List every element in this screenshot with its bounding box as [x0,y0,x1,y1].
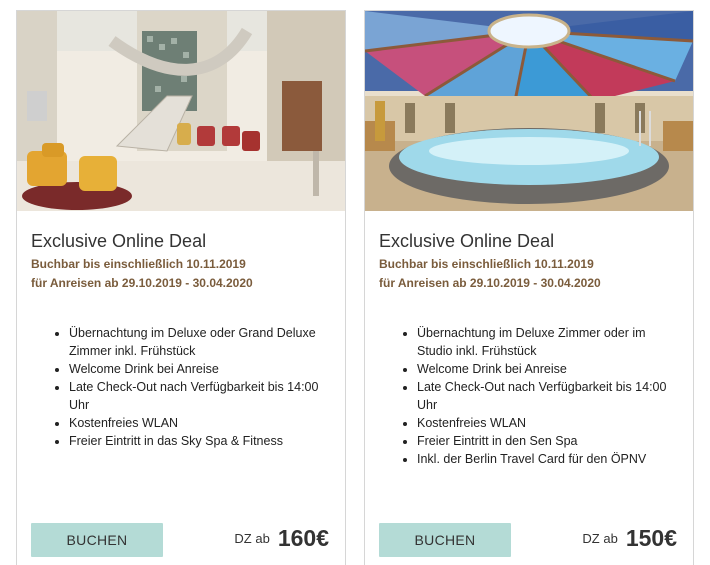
feature-list [379,324,684,468]
feature-list [31,324,336,450]
offer-card [16,10,346,565]
feature-item: • Übernachtung im Deluxe Zimmer oder im Studio inkl. Frühstück [417,324,684,360]
arrival-period: für Anreisen ab 29.10.2019 - 30.04.2020 [31,276,253,290]
arrival-period: für Anreisen ab 29.10.2019 - 30.04.2020 [379,276,601,290]
feature-item: • Freier Eintritt in das Sky Spa & Fitness [69,432,336,450]
price-value: 150€ [625,524,677,551]
feature-item: • Late Check-Out nach Verfügbarkeit bis 14:00 Uhr [417,378,684,414]
feature-item: • Welcome Drink bei Anreise [417,360,684,378]
feature-item: • Late Check-Out nach Verfügbarkeit bis 14:00 Uhr [69,378,336,414]
price-value: 160€ [277,524,329,551]
feature-item: • Kostenfreies WLAN [69,414,336,432]
feature-item: • Übernachtung im Deluxe oder Grand Deluxe Zimmer inkl. Frühstück [69,324,336,360]
offer-title: Exclusive Online Deal [379,231,555,251]
offer-card [364,10,694,565]
feature-item: • Freier Eintritt in den Sen Spa [417,432,684,450]
bookable-until: Buchbar bis einschließlich 10.11.2019 [379,257,594,271]
feature-item: • Welcome Drink bei Anreise [69,360,336,378]
offer-title: Exclusive Online Deal [31,231,207,251]
price-prefix: DZ ab [582,530,618,546]
feature-item: • Kostenfreies WLAN [417,414,684,432]
spa-pool-photo [365,11,693,211]
hotel-lobby-photo [17,11,345,211]
price-prefix: DZ ab [234,530,270,546]
bookable-until: Buchbar bis einschließlich 10.11.2019 [31,257,246,271]
price-block [234,521,329,555]
feature-item: • Inkl. der Berlin Travel Card für den ÖPNV [417,450,684,468]
book-button[interactable]: BUCHEN [379,523,511,557]
price-block [582,521,677,555]
book-button[interactable]: BUCHEN [31,523,163,557]
